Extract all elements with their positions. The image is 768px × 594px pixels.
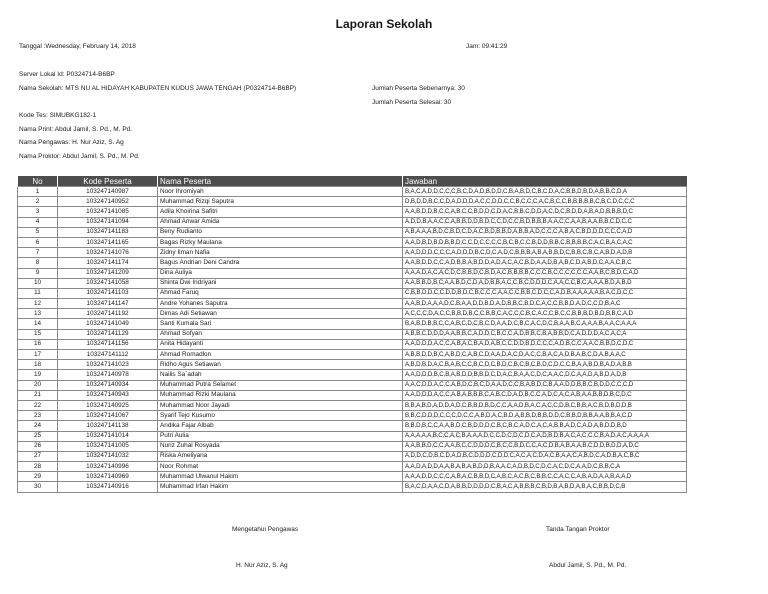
table-row: [18, 299, 687, 309]
table-row: [18, 309, 687, 319]
participants-total: Jumlah Peserta Sebenarnya: 30: [372, 85, 465, 92]
table-row: [18, 258, 687, 268]
header-nama-peserta: Nama Peserta: [158, 176, 403, 187]
cell-no: 15: [18, 329, 58, 339]
table-row: [18, 217, 687, 227]
cell-nama-peserta: Bagas Rizky Maulana: [158, 237, 403, 247]
proctor-label: Tanda Tangan Proktor: [546, 526, 610, 533]
cell-nama-peserta: Muhammad Irfan Hakim: [158, 482, 403, 492]
cell-kode-peserta: 103247141174: [58, 258, 158, 268]
table-row: [18, 268, 687, 278]
supervisor-signature-name: H. Nur Aziz, S. Ag: [236, 562, 288, 569]
cell-no: 21: [18, 390, 58, 400]
cell-nama-peserta: Santi Kumala Sari: [158, 319, 403, 329]
cell-nama-peserta: Shinta Dwi Indriyani: [158, 278, 403, 288]
cell-nama-peserta: Andika Fajar Albab: [158, 421, 403, 431]
cell-no: 4: [18, 217, 58, 227]
cell-kode-peserta: 103247141147: [58, 299, 158, 309]
results-table: [17, 176, 687, 493]
table-row: [18, 441, 687, 451]
cell-no: 7: [18, 248, 58, 258]
cell-nama-peserta: Nailis Sa`adah: [158, 370, 403, 380]
table-row: [18, 400, 687, 410]
cell-jawaban: A,A,A,D,A,C,A,C,D,C,B,B,D,C,B,D,A,C,B,B,B,B,C,C,C,B,C,C,C,C,C,C,A,A,B,C,B,D,C,A,D: [403, 268, 687, 278]
table-row: [18, 411, 687, 421]
cell-kode-peserta: 103247141156: [58, 339, 158, 349]
cell-nama-peserta: Noor Rohmat: [158, 462, 403, 472]
cell-jawaban: A,A,B,D,D,C,C,A,D,B,B,A,B,D,D,A,D,A,C,A,C,B,D,A,A,D,B,A,B,C,D,A,B,D,C,A,A,C,B,C: [403, 258, 687, 268]
cell-jawaban: A,A,B,D,D,B,C,C,A,B,C,C,B,D,D,C,D,A,C,B,B,C,D,D,A,C,D,C,B,D,D,A,B,A,D,B,B,B,D,C: [403, 207, 687, 217]
cell-kode-peserta: 103247141005: [58, 441, 158, 451]
cell-nama-peserta: Zidny Ilman Nafia: [158, 248, 403, 258]
server-line: Server Lokal Id: P0324714-B6BP: [19, 71, 115, 78]
table-row: [18, 237, 687, 247]
cell-nama-peserta: Andre Yohanes Saputra: [158, 299, 403, 309]
table-row: [18, 329, 687, 339]
cell-kode-peserta: 103247141209: [58, 268, 158, 278]
cell-jawaban: A,A,D,A,D,D,A,A,B,A,B,A,B,D,D,B,A,A,C,A,D,B,D,C,D,C,A,C,D,C,A,A,D,C,B,B,C,A: [403, 462, 687, 472]
supervisor-label: Mengetahui Pengawas: [232, 526, 299, 533]
cell-jawaban: A,A,D,D,D,C,C,C,A,D,D,D,B,C,D,C,A,D,C,B,B,B,A,B,A,B,B,D,C,B,B,C,B,C,A,B,D,A,D,B: [403, 248, 687, 258]
cell-kode-peserta: 103247141049: [58, 319, 158, 329]
cell-no: 22: [18, 400, 58, 410]
proctor-name-line: Nama Proktor: Abdul Jamil, S. Pd., M. Pd.: [19, 153, 140, 160]
cell-no: 2: [18, 197, 58, 207]
cell-jawaban: A,A,D,D,D,A,C,C,A,B,A,B,B,B,C,A,B,C,D,A,D,B,C,C,A,D,C,A,C,A,B,A,A,B,B,D,B,C,D,C: [403, 390, 687, 400]
cell-no: 24: [18, 421, 58, 431]
cell-no: 1: [18, 187, 58, 197]
date-line: Tanggal :Wednesday, February 14, 2018: [19, 43, 136, 50]
cell-kode-peserta: 103247140934: [58, 380, 158, 390]
cell-kode-peserta: 103247141067: [58, 411, 158, 421]
table-row: [18, 207, 687, 217]
table-row: [18, 278, 687, 288]
table-row: [18, 482, 687, 492]
cell-nama-peserta: Ahmad Faruq: [158, 288, 403, 298]
cell-nama-peserta: Anita Hidayanti: [158, 339, 403, 349]
cell-no: 28: [18, 462, 58, 472]
cell-nama-peserta: Syarif Tejo Kusumo: [158, 411, 403, 421]
cell-nama-peserta: Muhammad Ulwanul Hakim: [158, 472, 403, 482]
cell-jawaban: A,A,B,B,D,C,C,A,A,B,C,C,D,D,D,C,B,C,C,B,D,C,C,A,C,D,B,A,B,A,A,B,C,D,D,B,D,D,A,D,C: [403, 441, 687, 451]
cell-no: 3: [18, 207, 58, 217]
cell-jawaban: A,A,C,D,D,A,C,C,A,B,D,C,B,C,D,A,A,D,C,C,B,A,B,D,C,B,A,A,D,D,B,B,C,B,D,D,C,C,C,D: [403, 380, 687, 390]
cell-jawaban: A,A,A,D,D,C,C,C,A,B,A,C,B,B,D,C,A,B,C,A,C,B,C,B,B,C,C,A,C,C,A,B,A,D,A,A,B,A,A,D: [403, 472, 687, 482]
cell-kode-peserta: 103247141183: [58, 227, 158, 237]
cell-no: 18: [18, 360, 58, 370]
table-body: [18, 187, 687, 493]
cell-no: 12: [18, 299, 58, 309]
cell-kode-peserta: 103247141014: [58, 431, 158, 441]
cell-no: 30: [18, 482, 58, 492]
cell-no: 20: [18, 380, 58, 390]
proctor-signature-name: Abdul Jamil, S. Pd., M. Pd.: [549, 562, 627, 569]
cell-no: 6: [18, 237, 58, 247]
cell-kode-peserta: 103247141192: [58, 309, 158, 319]
cell-kode-peserta: 103247140916: [58, 482, 158, 492]
cell-nama-peserta: Dimas Adi Setiawan: [158, 309, 403, 319]
cell-no: 29: [18, 472, 58, 482]
table-row: [18, 350, 687, 360]
cell-kode-peserta: 103247140978: [58, 370, 158, 380]
cell-no: 10: [18, 278, 58, 288]
cell-nama-peserta: Beny Rudianto: [158, 227, 403, 237]
cell-no: 23: [18, 411, 58, 421]
cell-no: 16: [18, 339, 58, 349]
cell-jawaban: A,B,D,B,D,A,C,B,A,B,C,C,B,C,D,C,B,D,C,B,C,B,C,B,D,C,D,C,C,B,A,A,B,D,B,A,D,A,B,B: [403, 360, 687, 370]
table-row: [18, 248, 687, 258]
cell-jawaban: A,A,B,D,A,A,A,D,C,B,A,A,D,D,B,D,A,D,B,B,C,B,D,C,A,C,C,B,B,D,A,D,C,C,D,B,A,C: [403, 299, 687, 309]
cell-nama-peserta: Muhammad Rizqi Saputra: [158, 197, 403, 207]
cell-no: 25: [18, 431, 58, 441]
cell-kode-peserta: 103247140996: [58, 462, 158, 472]
cell-jawaban: A,A,D,D,D,A,C,C,A,B,A,C,B,A,D,A,B,C,C,D,D,B,D,C,C,C,A,D,B,C,C,A,A,C,B,B,D,C,D,C: [403, 339, 687, 349]
cell-jawaban: A,D,D,C,D,B,C,D,A,D,B,C,D,D,D,C,D,D,C,A,C,A,C,D,A,C,B,A,A,C,A,B,D,C,A,D,B,A,C,B,C: [403, 451, 687, 461]
school-line: Nama Sekolah: MTS NU AL HIDAYAH KABUPATEN KUDUS JAWA TENGAH (P0324714-B6BP): [19, 85, 297, 92]
cell-kode-peserta: 103247140969: [58, 472, 158, 482]
cell-kode-peserta: 103247141023: [58, 360, 158, 370]
cell-jawaban: A,A,B,B,D,B,C,A,A,B,D,C,D,A,D,B,B,A,C,C,B,C,D,D,D,C,A,A,C,C,B,C,A,A,A,B,D,A,B,D: [403, 278, 687, 288]
cell-kode-peserta: 103247141129: [58, 329, 158, 339]
cell-jawaban: B,B,A,B,D,A,D,D,A,D,C,B,B,D,B,D,C,C,A,A,D,B,A,C,A,C,C,D,B,C,B,B,A,C,B,D,B,D,D,B: [403, 400, 687, 410]
cell-jawaban: D,B,D,D,B,C,C,D,A,D,D,D,A,C,C,D,D,C,C,B,C,C,C,A,C,B,C,C,B,B,B,B,B,C,B,C,D,C,C,C: [403, 197, 687, 207]
cell-jawaban: A,A,D,D,D,B,C,B,A,B,D,D,B,B,D,C,D,A,C,B,A,A,C,D,C,A,A,C,D,C,A,A,D,A,B,D,A,D,B: [403, 370, 687, 380]
cell-kode-peserta: 103247140943: [58, 390, 158, 400]
table-row: [18, 380, 687, 390]
cell-no: 27: [18, 451, 58, 461]
cell-nama-peserta: Putri Aulia: [158, 431, 403, 441]
cell-kode-peserta: 103247141076: [58, 248, 158, 258]
header-jawaban: Jawaban: [403, 176, 687, 187]
cell-kode-peserta: 103247141103: [58, 288, 158, 298]
cell-nama-peserta: Muhammad Rizki Maulana: [158, 390, 403, 400]
table-row: [18, 319, 687, 329]
cell-nama-peserta: Noor Ihromiyah: [158, 187, 403, 197]
cell-jawaban: B,B,D,B,C,C,A,A,B,D,C,B,D,D,D,C,B,C,B,C,A,D,C,A,C,A,B,B,A,D,C,A,D,A,B,D,D,B,D: [403, 421, 687, 431]
cell-jawaban: A,B,A,A,A,B,D,C,B,D,C,D,A,C,B,D,B,B,D,A,B,B,A,D,C,C,C,A,B,A,C,B,D,D,D,C,C,C,A,D: [403, 227, 687, 237]
cell-jawaban: A,A,D,B,D,B,D,B,B,D,C,C,D,C,C,C,C,B,C,B,C,C,B,D,D,B,B,C,B,B,B,B,C,A,C,B,A,C,A,C: [403, 237, 687, 247]
print-name: Nama Print: Abdul Jamil, S. Pd., M. Pd.: [19, 126, 133, 133]
cell-nama-peserta: Dina Auliya: [158, 268, 403, 278]
header-no: No: [18, 176, 58, 187]
cell-kode-peserta: 103247141165: [58, 237, 158, 247]
cell-jawaban: A,A,A,A,A,B,C,C,A,C,B,A,A,A,D,C,C,D,C,D,C,D,C,A,D,B,D,B,A,C,A,C,C,C,B,A,D,A,C,A,A,A,A: [403, 431, 687, 441]
cell-no: 11: [18, 288, 58, 298]
cell-jawaban: A,C,C,C,D,A,C,C,B,B,D,B,C,C,B,B,C,A,C,C,C,B,C,A,C,C,B,C,C,B,B,B,D,B,D,B,B,C,A,D: [403, 309, 687, 319]
cell-jawaban: C,B,B,D,D,C,C,D,D,B,D,C,B,C,C,C,A,A,C,C,B,B,C,D,C,C,A,D,B,A,A,A,A,A,B,A,C,D,C,C: [403, 288, 687, 298]
cell-no: 8: [18, 258, 58, 268]
cell-kode-peserta: 103247140925: [58, 400, 158, 410]
cell-no: 26: [18, 441, 58, 451]
cell-jawaban: B,A,B,D,B,B,C,C,A,B,C,D,C,B,C,D,A,A,D,C,B,C,A,C,D,C,B,A,A,B,C,A,A,A,B,A,A,C,A,A,A: [403, 319, 687, 329]
cell-nama-peserta: Muhammad Noor Jayadi: [158, 400, 403, 410]
cell-nama-peserta: Bagus Andrian Deni Candra: [158, 258, 403, 268]
cell-jawaban: A,B,B,D,D,B,C,A,B,D,C,A,B,C,D,A,A,D,A,C,D,A,C,C,B,A,C,A,D,B,A,B,C,D,A,B,A,A,C: [403, 350, 687, 360]
cell-nama-peserta: Adila Khoirina Safitri: [158, 207, 403, 217]
cell-jawaban: A,D,D,B,A,A,C,C,A,B,B,D,D,B,D,C,C,D,C,C,B,D,B,B,B,A,A,C,C,A,A,B,A,A,B,B,C,D,C,C: [403, 217, 687, 227]
cell-no: 13: [18, 309, 58, 319]
table-row: [18, 197, 687, 207]
table-row: [18, 187, 687, 197]
cell-kode-peserta: 103247140952: [58, 197, 158, 207]
cell-jawaban: A,B,B,C,D,D,D,A,A,B,B,C,A,D,D,C,B,C,C,A,D,B,B,C,B,A,B,B,D,C,A,D,D,D,A,C,A,C,A: [403, 329, 687, 339]
cell-kode-peserta: 103247141032: [58, 451, 158, 461]
cell-jawaban: B,A,C,A,D,D,C,C,C,B,C,D,A,D,B,D,D,C,B,A,B,D,C,B,C,D,A,C,B,B,D,B,D,A,B,B,C,D,A: [403, 187, 687, 197]
cell-kode-peserta: 103247140987: [58, 187, 158, 197]
table-row: [18, 339, 687, 349]
cell-nama-peserta: Ahmad Romadlon: [158, 350, 403, 360]
cell-nama-peserta: Riska Ameliyana: [158, 451, 403, 461]
report-title: Laporan Sekolah: [335, 17, 433, 31]
cell-kode-peserta: 103247141112: [58, 350, 158, 360]
cell-kode-peserta: 103247141094: [58, 217, 158, 227]
supervisor-name-line: Nama Pengawas: H. Nur Aziz, S. Ag: [19, 139, 124, 146]
cell-kode-peserta: 103247141138: [58, 421, 158, 431]
cell-no: 9: [18, 268, 58, 278]
cell-jawaban: B,B,C,D,D,D,C,C,C,D,C,C,A,B,D,A,C,B,D,A,B,B,D,B,B,D,D,C,B,B,D,B,B,A,A,B,B,A,C,D: [403, 411, 687, 421]
participants-done: Jumlah Peserta Selesai: 30: [372, 99, 452, 106]
table-row: [18, 421, 687, 431]
table-header-row: [18, 176, 687, 187]
table-row: [18, 462, 687, 472]
cell-nama-peserta: Ridho Agus Setiawan: [158, 360, 403, 370]
table-row: [18, 451, 687, 461]
table-row: [18, 390, 687, 400]
cell-jawaban: B,A,C,D,A,A,C,D,A,B,B,D,D,D,D,C,B,A,C,A,B,B,B,C,B,D,B,A,B,D,A,B,A,C,B,B,D,C,B: [403, 482, 687, 492]
cell-no: 19: [18, 370, 58, 380]
table-row: [18, 370, 687, 380]
cell-kode-peserta: 103247141085: [58, 207, 158, 217]
cell-no: 5: [18, 227, 58, 237]
cell-nama-peserta: Muhammad Putra Selamet: [158, 380, 403, 390]
cell-no: 14: [18, 319, 58, 329]
cell-kode-peserta: 103247141058: [58, 278, 158, 288]
cell-no: 17: [18, 350, 58, 360]
test-code: Kode Tes: SIMUBKG182-1: [19, 112, 97, 119]
table-row: [18, 472, 687, 482]
table-row: [18, 288, 687, 298]
cell-nama-peserta: Ahmad Sofyan: [158, 329, 403, 339]
header-kode-peserta: Kode Peserta: [58, 176, 158, 187]
cell-nama-peserta: Ahmad Anwar Amida: [158, 217, 403, 227]
table-row: [18, 227, 687, 237]
table-row: [18, 431, 687, 441]
cell-nama-peserta: Nuriz Zuhal Rosyada: [158, 441, 403, 451]
time-line: Jam: 09:41:29: [466, 43, 508, 50]
table-row: [18, 360, 687, 370]
